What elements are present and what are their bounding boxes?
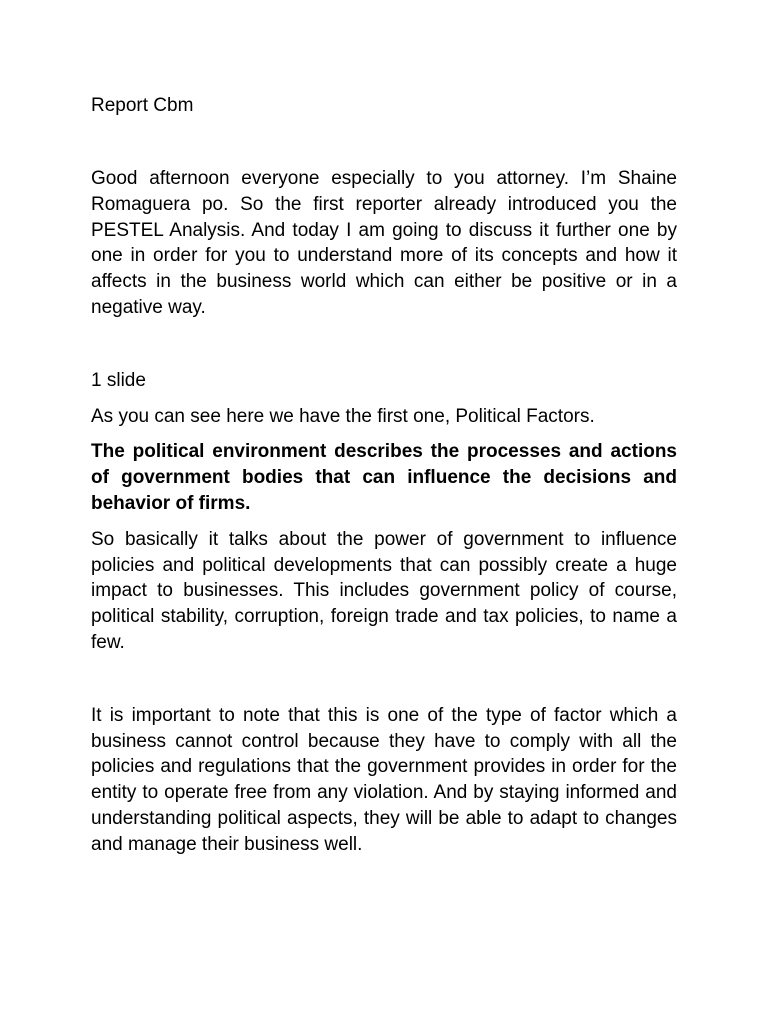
political-intro-paragraph: As you can see here we have the first one, Political Factors.	[91, 405, 595, 427]
document-title: Report Cbm	[91, 95, 194, 116]
definition-paragraph: The political environment describes the processes and actions of government bodies that can influence the decisions and behavior of firms.	[91, 441, 677, 514]
importance-paragraph: It is important to note that this is one of the type of factor which a business cannot control because they have to comply with all the policies and regulations that the government provides in order for the entity to operate free from any violation. And by staying informed and understanding political aspects, they will be able to adapt to changes and manage their business well.	[91, 704, 677, 855]
document-page	[91, 93, 677, 858]
intro-paragraph: Good afternoon everyone especially to you attorney. I’m Shaine Romaguera po. So the first reporter already introduced you the PESTEL Analysis. And today I am going to discuss it further one by one in order for you to understand more of its concepts and how it affects in the business world which can either be positive or in a negative way.	[91, 168, 677, 318]
slide-label: 1 slide	[91, 369, 146, 391]
explanation-paragraph: So basically it talks about the power of government to influence policies and political developments that can possibly create a huge impact to businesses. This includes government policy of course, political stability, corruption, foreign trade and tax policies, to name a few.	[91, 528, 677, 653]
